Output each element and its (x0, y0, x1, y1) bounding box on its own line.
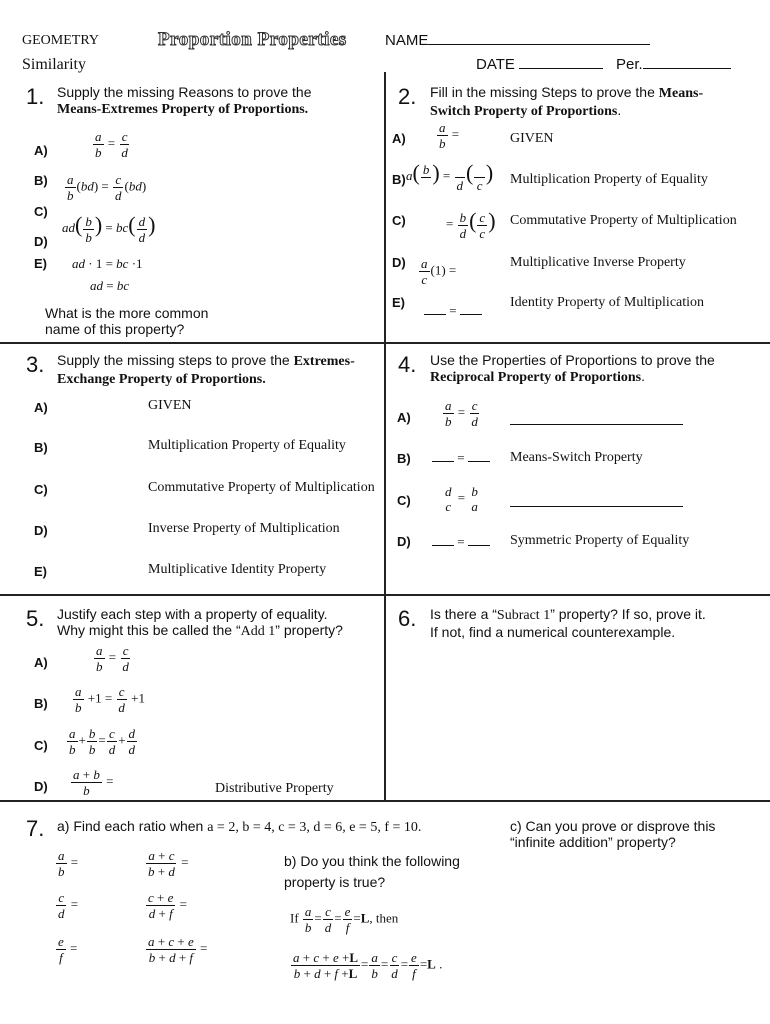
reason: Multiplication Property of Equality (510, 172, 708, 187)
part-b-text: b) Do you think the following (284, 853, 460, 869)
reason: GIVEN (148, 398, 192, 413)
course-label: GEOMETRY (22, 33, 99, 48)
step-label: B) (397, 451, 411, 466)
equation-4a: $\frac{a}{b}$ = $\frac{c}{d}$ (445, 398, 478, 429)
then-word: then (375, 910, 399, 926)
part-b-text: property is true? (284, 874, 386, 890)
equation-1e: ad = bc (90, 278, 130, 293)
prompt-text: Is there a “ (430, 606, 497, 622)
step-label: C) (34, 204, 48, 219)
reason-blank[interactable] (510, 492, 683, 507)
question-line: What is the more common (45, 305, 209, 321)
prompt-text: Supply the missing steps to prove the (57, 352, 290, 368)
row-divider-2 (0, 594, 770, 596)
equation-4d: = (432, 534, 490, 550)
part-a-values: a = 2, b = 4, c = 3, d = 6, e = 5, f = 10. (207, 820, 422, 835)
equation-1d: ad · 1 = bc ·1 (72, 256, 143, 271)
prompt-bold: Means- (658, 86, 704, 101)
reason: Inverse Property of Multiplication (148, 521, 340, 536)
problem-4-prompt: Use the Properties of Proportions to prove the Reciprocal Property of Proportions. (430, 352, 715, 385)
equation-1a: $\frac{a}{b}$ = $\frac{c}{d}$ (95, 129, 128, 160)
period-label: Per. (616, 56, 643, 73)
problem-2-prompt: Fill in the missing Steps to prove the Means- Switch Property of Proportions. (430, 84, 704, 119)
part-c-text: “infinite addition” property? (510, 834, 676, 850)
equation-4c: d c = b a (445, 484, 478, 514)
equation-1b: $\frac{a}{b}$ (bd) = $\frac{c}{d}$ (bd) (67, 172, 147, 203)
date-label: DATE (476, 56, 515, 73)
step-label: E) (392, 295, 405, 310)
ratio-c-d: $\frac{c}{d}$ = (58, 890, 79, 921)
step-label: E) (34, 564, 47, 579)
prompt-serif: Add 1 (240, 624, 276, 639)
reason: Commutative Property of Multiplication (148, 480, 375, 495)
row-divider-3 (0, 800, 770, 802)
problem-4-number: 4. (398, 352, 417, 377)
step-label: B) (34, 440, 48, 455)
ratio-a-b: $\frac{a}{b}$ = (58, 848, 79, 879)
equation-1c: ad( $\frac{b}{b}$ ) = bc( $\frac{d}{d}$ ) (62, 212, 156, 245)
name-field[interactable] (385, 32, 650, 49)
prompt-serif: Subract 1 (496, 608, 551, 623)
problem-5-number: 5. (26, 606, 45, 631)
prompt-text: ” property? If so, prove it. (550, 606, 706, 622)
reason: Multiplicative Inverse Property (510, 255, 686, 270)
problem-1-prompt (57, 84, 311, 118)
problem-7-part-a (57, 818, 421, 836)
equation-2e: = (424, 303, 482, 319)
reason: Distributive Property (215, 781, 334, 796)
step-label: A) (392, 131, 406, 146)
prompt-text: Use the Properties of Proportions to prove the (430, 352, 715, 368)
problem-5-prompt (57, 606, 343, 640)
reason-blank[interactable] (510, 410, 683, 425)
center-divider (384, 72, 386, 800)
equation-2c: = $\frac{b}{d}$ ( $\frac{c}{c}$ ) (446, 208, 496, 241)
reason: Means-Switch Property (510, 450, 643, 465)
equation-2d: $\frac{a}{c}$ (1) = (421, 256, 457, 287)
problem-6-prompt (430, 606, 706, 640)
problem-1-question (45, 305, 208, 337)
part-a-text: a) Find each ratio when (57, 818, 204, 834)
prompt-text: Justify each step with a property of equality. (57, 606, 328, 622)
ratio-sum-2: $\frac{a + c}{b + d}$ = (148, 848, 189, 879)
prompt-bold: Switch Property of Proportions (430, 104, 618, 119)
reason: Multiplication Property of Equality (148, 438, 346, 453)
unit-label: Similarity (22, 56, 86, 73)
step-label: A) (397, 410, 411, 425)
prompt-bold: Means-Extremes Property of Proportions. (57, 102, 309, 117)
step-label: B) (34, 173, 48, 188)
problem-7-part-b (284, 851, 460, 893)
prompt-text: Why might this be called the “ (57, 622, 241, 638)
step-label: C) (34, 482, 48, 497)
problem-3-number: 3. (26, 352, 45, 377)
equation-4b: = (432, 450, 490, 466)
problem-1-number: 1. (26, 84, 45, 109)
step-label: A) (34, 143, 48, 158)
reason: Symmetric Property of Equality (510, 533, 690, 548)
step-label: D) (34, 779, 48, 794)
step-label: C) (34, 738, 48, 753)
equation-5c: $\frac{a}{b}$ + $\frac{b}{b}$ = $\frac{c}{d}$ + $\frac{d}{d}$ (69, 726, 136, 757)
ratio-sum-ce: $\frac{c + e}{d + f}$ = (148, 890, 187, 921)
problem-7-number: 7. (26, 816, 45, 841)
prompt-bold: Exchange Property of Proportions. (57, 372, 266, 387)
step-label: D) (392, 255, 406, 270)
equation-2a: $\frac{a}{b}$ = (439, 120, 460, 151)
row-divider-1 (0, 342, 770, 344)
step-label: D) (34, 234, 48, 249)
date-field[interactable] (476, 56, 603, 73)
property-conclusion: $\frac{a + c + e +L}{b + d + f +L}$ = $\frac{a}{b}$ = $\frac{c}{d}$ = $\frac{e}{f}$ =L . (293, 950, 443, 981)
problem-6-number: 6. (398, 606, 417, 631)
problem-7-part-c (510, 818, 715, 850)
property-premise: If $\frac{a}{b}$ = $\frac{c}{d}$ = $\frac{e}{f}$ =L, then (290, 904, 399, 935)
step-label: D) (34, 523, 48, 538)
equation-5a: $\frac{a}{b}$ = $\frac{c}{d}$ (96, 643, 129, 674)
equation-5d: $\frac{a + b}{b}$ = (73, 767, 114, 798)
prompt-text: Fill in the missing Steps to prove the (430, 84, 655, 100)
step-label: C) (392, 213, 406, 228)
if-word: If (290, 910, 299, 926)
ratio-e-f: $\frac{e}{f}$ = (58, 934, 78, 965)
equation-2b: a( b ) = d ( c ) (406, 160, 494, 193)
worksheet-title: Proportion Properties (158, 29, 347, 50)
prompt-bold: Extremes- (293, 354, 355, 369)
prompt-bold: Reciprocal Property of Proportions (430, 370, 642, 385)
reason: Multiplicative Identity Property (148, 562, 327, 577)
step-label: E) (34, 256, 47, 271)
step-label: D) (397, 534, 411, 549)
name-label: NAME (385, 32, 429, 49)
step-label: B) (34, 696, 48, 711)
step-label: A) (34, 400, 48, 415)
part-c-text: c) Can you prove or disprove this (510, 818, 716, 834)
step-label: A) (34, 655, 48, 670)
problem-3-prompt (57, 352, 355, 388)
reason: GIVEN (510, 131, 554, 146)
reason: Commutative Property of Multiplication (510, 213, 737, 228)
step-label: B) (392, 172, 406, 187)
reason: Identity Property of Multiplication (510, 295, 705, 310)
prompt-text: ” property? (275, 622, 343, 638)
problem-2-number: 2. (398, 84, 417, 109)
question-line: name of this property? (45, 321, 185, 337)
prompt-text: If not, find a numerical counterexample. (430, 624, 676, 640)
equation-5b: $\frac{a}{b}$ +1 = $\frac{c}{d}$ +1 (75, 684, 146, 715)
prompt-text: Supply the missing Reasons to prove the (57, 84, 312, 100)
ratio-sum-3: $\frac{a + c + e}{b + d + f}$ = (148, 934, 208, 965)
period-field[interactable] (616, 56, 731, 73)
step-label: C) (397, 493, 411, 508)
